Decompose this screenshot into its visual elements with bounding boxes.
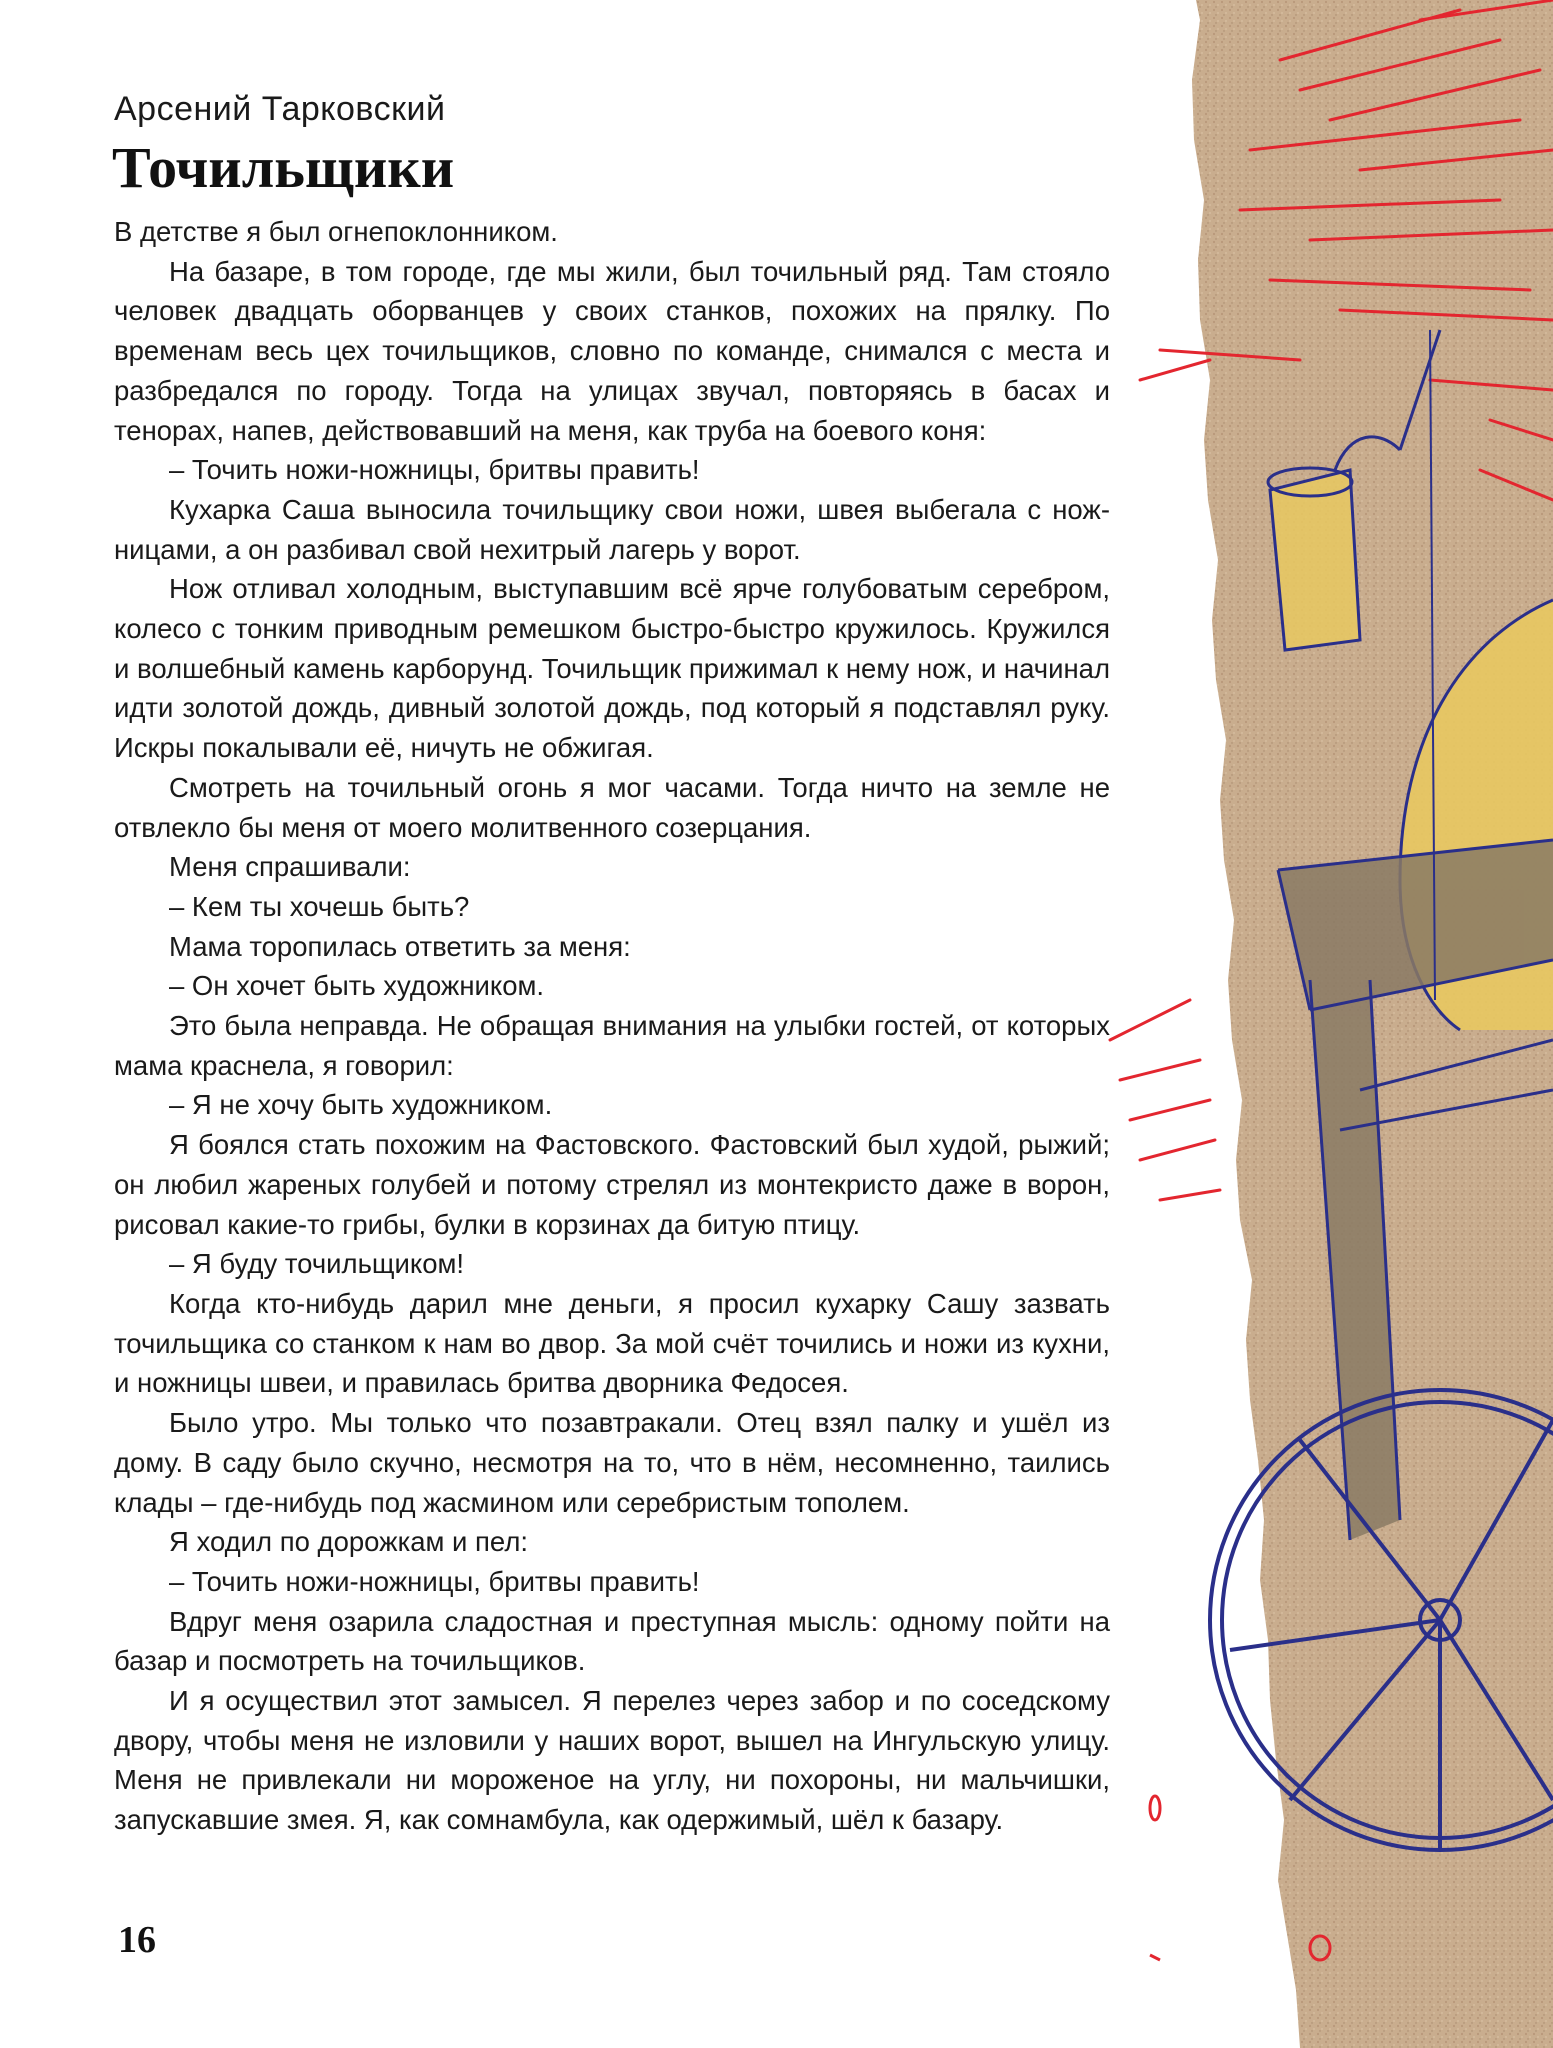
paragraph: Я ходил по дорожкам и пел: bbox=[169, 1526, 529, 1558]
paragraph: Вдруг меня озарила сладостная и преступная мысль: одному пойти на базар и посмотреть на точильщиков. bbox=[114, 1605, 1110, 1677]
paragraph: На базаре, в том городе, где мы жили, был точильный ряд. Там стояло человек двадцать оборванцев у своих станков, похожих на прялку. По временам весь цех точильщиков, словно по команде, снимался с места и разбредался по городу. Тогда на улицах звучал, повторяясь в басах и тенорах, напев, действовавший на меня, как труба на боевого коня: bbox=[114, 255, 1110, 446]
story-title: Точильщики bbox=[112, 135, 455, 200]
paragraph: Я боялся стать похожим на Фастовского. Фастовский был худой, рыжий; он любил жареных голубей и потому стрелял из монтекристо даже в ворон, рисовал какие-то грибы, булки в корзинах да битую птицу. bbox=[114, 1129, 1110, 1240]
page-number: 16 bbox=[118, 1919, 156, 1961]
paragraph: – Точить ножи-ножницы, бритвы править! bbox=[169, 1565, 700, 1597]
paragraph: – Кем ты хочешь быть? bbox=[169, 890, 470, 922]
author-name: Арсений Тарковский bbox=[114, 90, 446, 128]
grinder-illustration bbox=[1100, 0, 1553, 2048]
paragraph: Меня спрашивали: bbox=[169, 851, 411, 883]
paragraph: Нож отливал холодным, выступавшим всё ярче голубоватым серебром, колесо с тонким приводным ремешком быстро-быстро кружилось. Кружился и волшебный камень карборунд. Точильщик прижимал к нему нож, и начинал идти золотой дождь, дивный золотой дождь, под который я подставлял руку. Искры покалывали её, ничуть не обжигая. bbox=[114, 573, 1110, 764]
paragraph: И я осуществил этот замысел. Я перелез через забор и по соседскому двору, чтобы меня не изловили у наших ворот, вышел на Ингульскую улицу. Меня не привлекали ни мороженое на углу, ни похороны, ни мальчишки, запускавшие змея. Я, как сомнамбула, как одержимый, шёл к базару. bbox=[114, 1685, 1110, 1836]
paragraph: Когда кто-нибудь дарил мне деньги, я просил кухарку Сашу зазвать точильщика со станком к нам во двор. За мой счёт точились и ножи из кухни, и ножницы швеи, и правилась бритва дворника Федосея. bbox=[114, 1287, 1110, 1399]
paragraph: В детстве я был огнепоклонником. bbox=[114, 216, 558, 247]
story-text bbox=[114, 212, 1110, 1840]
paragraph: Кухарка Саша выносила точильщику свои ножи, швея выбегала с ножницами, а он разбивал свой нехитрый лагерь у ворот. bbox=[114, 493, 1110, 565]
paragraph: – Я буду точильщиком! bbox=[169, 1248, 465, 1280]
paragraph: – Он хочет быть художником. bbox=[169, 970, 545, 1002]
paragraph: – Точить ножи-ножницы, бритвы править! bbox=[169, 454, 700, 486]
paragraph: Мама торопилась ответить за меня: bbox=[169, 930, 631, 962]
paragraph: – Я не хочу быть художником. bbox=[169, 1089, 553, 1121]
paragraph: Это была неправда. Не обращая внимания на улыбки гостей, от которых мама краснела, я говорил: bbox=[114, 1010, 1110, 1081]
paragraph: Смотреть на точильный огонь я мог часами. Тогда ничто на земле не отвлекло бы меня от моего молитвенного созерцания. bbox=[114, 771, 1110, 843]
paragraph: Было утро. Мы только что позавтракали. Отец взял палку и ушёл из дому. В саду было скучно, несмотря на то, что в нём, несомненно, таились клады – где-нибудь под жасмином или серебристым тополем. bbox=[114, 1407, 1110, 1518]
